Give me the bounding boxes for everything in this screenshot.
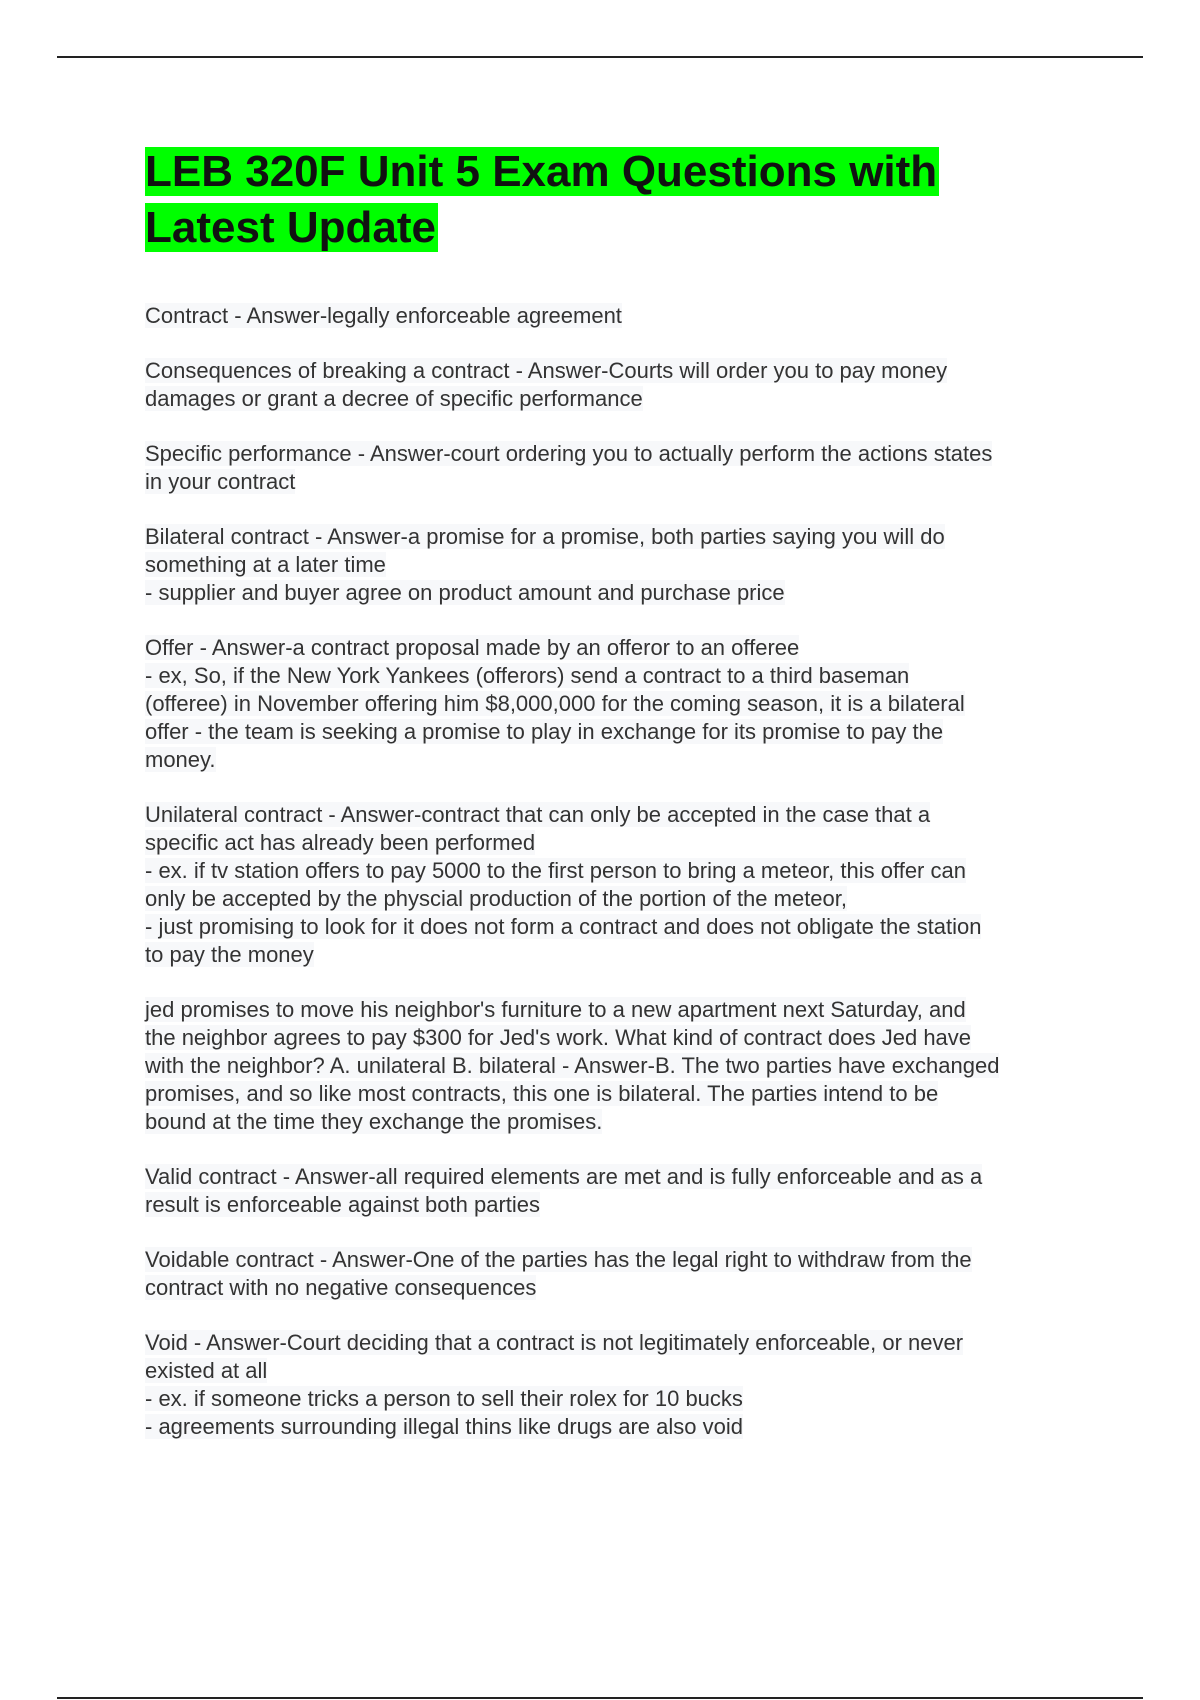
entry-void	[145, 1329, 1095, 1441]
top-rule	[57, 56, 1143, 58]
entry-line: jed promises to move his neighbor's furniture to a new apartment next Saturday, and	[145, 997, 966, 1022]
entry-line: damages or grant a decree of specific performance	[145, 386, 643, 411]
entry-line: specific act has already been performed	[145, 830, 536, 855]
entry-line: - ex. if tv station offers to pay 5000 to the first person to bring a meteor, this offer can	[145, 858, 966, 883]
bottom-rule	[57, 1697, 1143, 1699]
entry-line: Consequences of breaking a contract - Answer-Courts will order you to pay money	[145, 358, 948, 383]
entry-line: - ex, So, if the New York Yankees (offerors) send a contract to a third baseman	[145, 663, 910, 688]
entry-consequences-of-breaking	[145, 357, 1095, 413]
entry-contract	[145, 302, 1095, 330]
entry-offer	[145, 634, 1095, 774]
document-body	[145, 144, 1095, 1468]
entry-voidable-contract	[145, 1246, 1095, 1302]
entry-line: Contract - Answer-legally enforceable agreement	[145, 303, 622, 328]
entry-line: Voidable contract - Answer-One of the parties has the legal right to withdraw from the	[145, 1247, 972, 1272]
entry-line: bound at the time they exchange the promises.	[145, 1109, 603, 1134]
entry-line: Void - Answer-Court deciding that a contract is not legitimately enforceable, or never	[145, 1330, 964, 1355]
entry-line: - supplier and buyer agree on product amount and purchase price	[145, 580, 785, 605]
entry-unilateral-contract	[145, 801, 1095, 969]
entry-line: Offer - Answer-a contract proposal made by an offeror to an offeree	[145, 635, 800, 660]
entry-line: result is enforceable against both parties	[145, 1192, 541, 1217]
entry-list	[145, 302, 1095, 1441]
entry-specific-performance	[145, 440, 1095, 496]
entry-line: something at a later time	[145, 552, 386, 577]
entry-line: only be accepted by the physcial production of the portion of the meteor,	[145, 886, 848, 911]
entry-bilateral-contract	[145, 523, 1095, 607]
entry-valid-contract	[145, 1163, 1095, 1219]
entry-line: the neighbor agrees to pay $300 for Jed's work. What kind of contract does Jed have	[145, 1025, 972, 1050]
entry-line: - agreements surrounding illegal thins like drugs are also void	[145, 1414, 743, 1439]
entry-line: Specific performance - Answer-court ordering you to actually perform the actions states	[145, 441, 993, 466]
entry-line: (offeree) in November offering him $8,000,000 for the coming season, it is a bilateral	[145, 691, 965, 716]
entry-line: existed at all	[145, 1358, 268, 1383]
entry-line: - ex. if someone tricks a person to sell their rolex for 10 bucks	[145, 1386, 743, 1411]
title-line-2: Latest Update	[145, 203, 436, 252]
entry-line: Unilateral contract - Answer-contract that can only be accepted in the case that a	[145, 802, 931, 827]
entry-jed-question	[145, 996, 1095, 1136]
entry-line: contract with no negative consequences	[145, 1275, 537, 1300]
entry-line: promises, and so like most contracts, this one is bilateral. The parties intend to be	[145, 1081, 939, 1106]
title-line-1: LEB 320F Unit 5 Exam Questions with	[145, 147, 938, 196]
entry-line: money.	[145, 747, 216, 772]
entry-line: offer - the team is seeking a promise to play in exchange for its promise to pay the	[145, 719, 944, 744]
entry-line: Bilateral contract - Answer-a promise for a promise, both parties saying you will do	[145, 524, 945, 549]
entry-line: with the neighbor? A. unilateral B. bilateral - Answer-B. The two parties have exchanged	[145, 1053, 1000, 1078]
entry-line: - just promising to look for it does not form a contract and does not obligate the station	[145, 914, 982, 939]
entry-line: Valid contract - Answer-all required elements are met and is fully enforceable and as a	[145, 1164, 983, 1189]
entry-line: in your contract	[145, 469, 296, 494]
entry-line: to pay the money	[145, 942, 314, 967]
document-title	[145, 144, 1095, 256]
